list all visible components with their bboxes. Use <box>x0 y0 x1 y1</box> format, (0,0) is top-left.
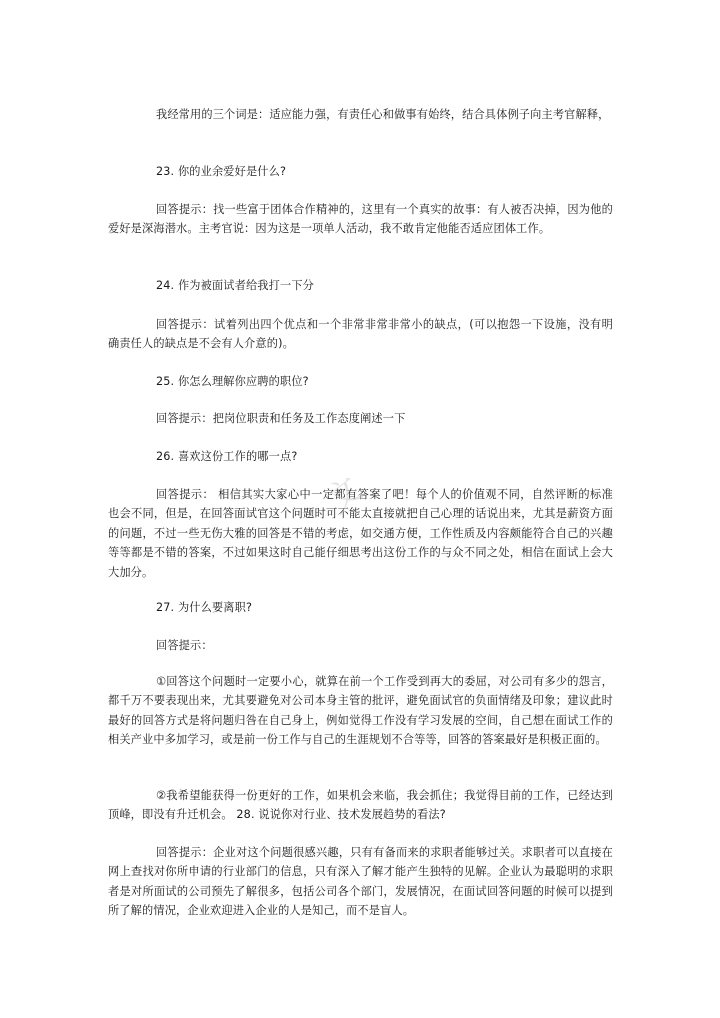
paragraph-intro-words: 我经常用的三个词是：适应能力强，有责任心和做事有始终，结合具体例子向主考官解释， <box>156 108 610 121</box>
answer-23: 回答提示：找一些富于团体合作精神的，这里有一个真实的故事：有人被否决掉，因为他的爱好是深海潜水。主考官说：因为这是一项单人活动，我不敢肯定他能否适应团体工作。 <box>108 203 613 236</box>
answer-24: 回答提示：试着列出四个优点和一个非常非常非常小的缺点，(可以抱怨一下设施，没有明确责任人的缺点是不会有人介意的)。 <box>108 318 613 351</box>
answer-25: 回答提示：把岗位职责和任务及工作态度阐述一下 <box>156 412 406 425</box>
answer-27-label: 回答提示： <box>156 639 213 652</box>
question-26: 26. 喜欢这份工作的哪一点? <box>156 450 298 463</box>
answer-27-point-2: ②我希望能获得一份更好的工作，如果机会来临，我会抓住；我觉得目前的工作，已经达到顶峰，即没有升迁机会。 28. 说说你对行业、技术发展趋势的看法? <box>108 789 613 822</box>
answer-26: 回答提示： 相信其实大家心中一定都有答案了吧！每个人的价值观不同，自然评断的标准也会不同，但是，在回答面试官这个问题时可不能太直接就把自己心理的话说出来，尤其是薪资方面的问题，不过一些无伤大雅的回答是不错的考虑，如交通方便，工作性质及内容颇能符合自己的兴趣等等都是不错的答案，不过如果这时自己能仔细思考出这份工作的与众不同之处，相信在面试上会大大加分。 <box>108 488 613 579</box>
question-23: 23. 你的业余爱好是什么? <box>156 165 287 178</box>
watermark: 文 <box>318 469 370 522</box>
question-27: 27. 为什么要离职? <box>156 601 253 614</box>
answer-28: 回答提示：企业对这个问题很感兴趣，只有有备而来的求职者能够过关。求职者可以直接在网上查找对你所申请的行业部门的信息，只有深入了解才能产生独特的见解。企业认为最聪明的求职者是对所面试的公司预先了解很多，包括公司各个部门，发展情况，在面试回答问题的时候可以提到所了解的情况，企业欢迎进入企业的人是知己，而不是盲人。 <box>108 846 613 918</box>
answer-27-point-1: ①回答这个问题时一定要小心，就算在前一个工作受到再大的委屈，对公司有多少的怨言，都千万不要表现出来，尤其要避免对公司本身主管的批评，避免面试官的负面情绪及印象；建议此时最好的回答方式是将问题归咎在自己身上，例如觉得工作没有学习发展的空间，自己想在面试工作的相关产业中多加学习，或是前一份工作与自己的生涯规划不合等等，回答的答案最好是积极正面的。 <box>108 675 613 747</box>
question-25: 25. 你怎么理解你应聘的职位? <box>156 375 309 388</box>
question-24: 24. 作为被面试者给我打一下分 <box>156 279 314 292</box>
